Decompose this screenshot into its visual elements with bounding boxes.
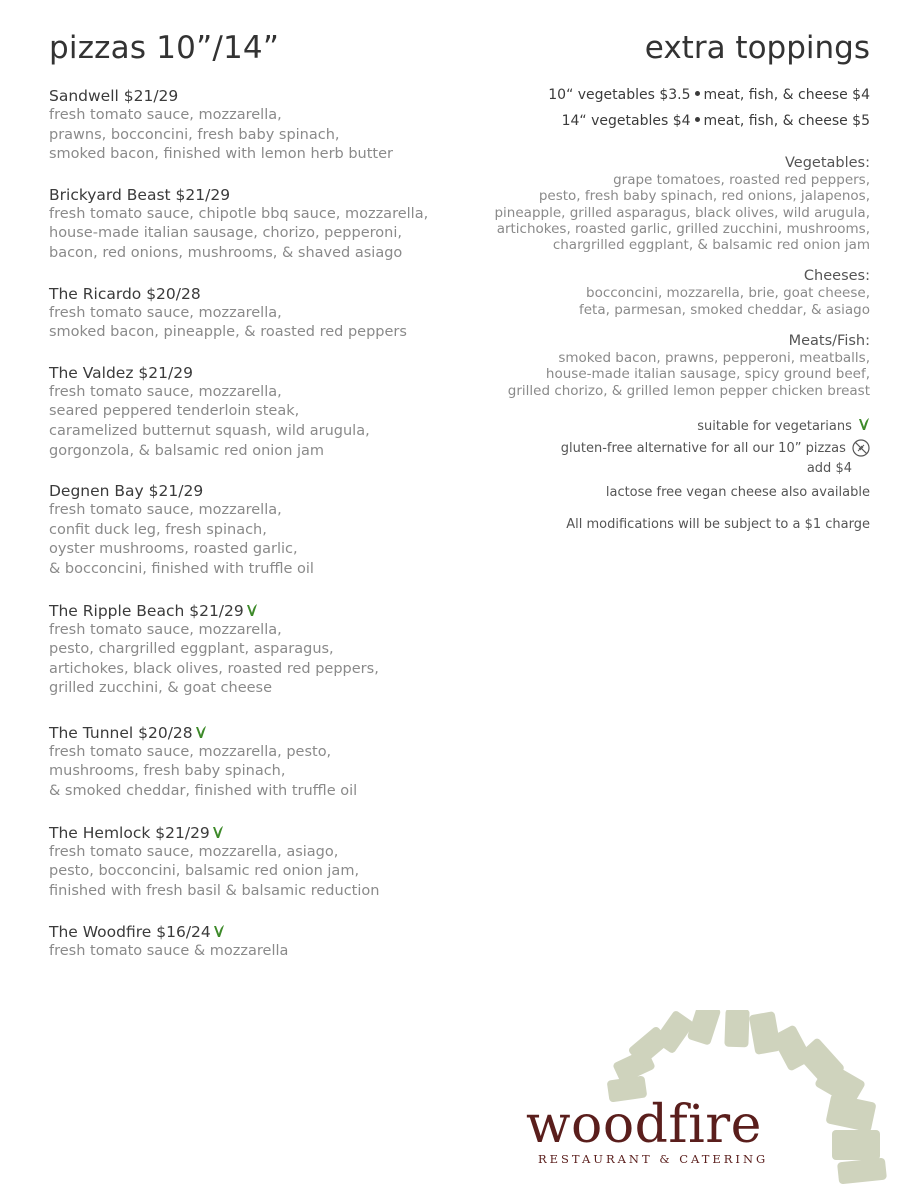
cheeses-list: bocconcini, mozzarella, brie, goat cheese, feta, parmesan, smoked cheddar, & asiago <box>578 285 870 318</box>
note-lactose: lactose free vegan cheese also available <box>605 484 870 500</box>
pizza-name <box>49 823 479 843</box>
pizza-description-line: smoked bacon, pineapple, & roasted red peppers <box>49 324 407 341</box>
pizza-description-line: smoked bacon, finished with lemon herb butter <box>49 146 393 163</box>
pizza-name <box>49 185 479 205</box>
notes <box>450 415 870 537</box>
vegetables-title: Vegetables: <box>784 155 870 171</box>
pizza-description-line: pesto, chargrilled eggplant, asparagus, <box>49 641 334 658</box>
pizza-name-text: Brickyard Beast $21/29 <box>49 185 231 204</box>
extra-toppings-section <box>450 30 870 537</box>
pizza-description-line: bacon, red onions, mushrooms, & shaved asiago <box>49 244 403 261</box>
note-modifications: All modifications will be subject to a $1 charge <box>566 516 870 532</box>
pizza-name-text: Sandwell $21/29 <box>49 87 179 105</box>
pizza-name <box>49 481 479 501</box>
meats-group <box>450 332 870 399</box>
pizza-item <box>49 481 479 579</box>
price-10-vegetables: 10“ vegetables $3.5 <box>548 87 691 103</box>
pizza-item <box>49 284 479 343</box>
pizza-description-line: finished with fresh basil & balsamic reduction <box>49 882 380 899</box>
logo-wordmark: woodfire <box>526 1095 762 1155</box>
pizza-description-line: fresh tomato sauce, mozzarella, <box>49 383 282 400</box>
pizza-item <box>49 723 479 802</box>
vegetarian-leaf-icon <box>246 603 258 617</box>
pizza-description-line: fresh tomato sauce, mozzarella, <box>49 107 282 123</box>
vegetables-list: grape tomatoes, roasted red peppers, pesto, fresh baby spinach, red onions, jalapenos, pineapple, grilled asparagus, black olives, wild arugula, artichokes, roasted garlic, grilled zucchini, mushrooms, chargrilled eggplant, & balsamic red onion jam <box>494 172 870 254</box>
pizza-item <box>49 601 479 699</box>
pizza-name-text: The Valdez $21/29 <box>49 363 193 382</box>
pizza-description-line: & bocconcini, finished with truffle oil <box>49 560 314 577</box>
price-10-meat: meat, fish, & cheese $4 <box>703 87 870 103</box>
pizza-description-line: fresh tomato sauce, mozzarella, <box>49 304 282 321</box>
bullet-icon <box>695 91 700 96</box>
pizza-list <box>49 86 479 962</box>
pizza-name-text: The Hemlock $21/29 <box>49 823 210 842</box>
pizza-name <box>49 723 479 743</box>
pizza-description-line: artichokes, black olives, roasted red peppers, <box>49 660 379 677</box>
pizza-description-line: fresh tomato sauce, mozzarella, asiago, <box>49 843 339 860</box>
pizza-description-line: mushrooms, fresh baby spinach, <box>49 763 286 780</box>
pizza-description-line: confit duck leg, fresh spinach, <box>49 521 267 538</box>
pizza-name <box>49 284 479 304</box>
vegetarian-leaf-icon <box>195 725 207 739</box>
bullet-icon <box>695 117 700 122</box>
pizza-description-line: gorgonzola, & balsamic red onion jam <box>49 442 325 459</box>
pizza-name-text: The Woodfire $16/24 <box>49 923 211 942</box>
price-14-meat: meat, fish, & cheese $5 <box>703 113 870 129</box>
pizza-description-line: seared peppered tenderloin steak, <box>49 403 300 420</box>
pizza-description-line: fresh tomato sauce, mozzarella, pesto, <box>49 743 332 760</box>
pizza-name-text: The Ricardo $20/28 <box>49 284 201 303</box>
pizza-name-text: Degnen Bay $21/29 <box>49 482 204 501</box>
pizza-description-line: fresh tomato sauce & mozzarella <box>49 943 289 960</box>
pizza-description-line: fresh tomato sauce, mozzarella, <box>49 621 282 638</box>
pizzas-title: pizzas 10”/14” <box>49 30 280 66</box>
price-line-14 <box>450 108 870 134</box>
note-gluten-text: gluten-free alternative for all our 10” pizzas <box>560 440 846 456</box>
extra-toppings-title: extra toppings <box>644 30 870 66</box>
woodfire-logo <box>520 1010 900 1185</box>
meats-list: smoked bacon, prawns, pepperoni, meatballs, house-made italian sausage, spicy ground beef, grilled chorizo, & grilled lemon pepper chicken breast <box>507 350 870 399</box>
note-gluten-add: add $4 <box>806 460 852 476</box>
note-gluten-free <box>450 439 870 459</box>
pizza-name-text: The Ripple Beach $21/29 <box>49 601 244 620</box>
pizza-description-line: fresh tomato sauce, chipotle bbq sauce, mozzarella, <box>49 205 429 222</box>
pizza-description-line: caramelized butternut squash, wild arugula, <box>49 422 370 439</box>
pizza-item <box>49 185 479 264</box>
pizza-name <box>49 922 479 942</box>
cheeses-group <box>450 267 870 318</box>
pizzas-section <box>49 30 479 962</box>
vegetarian-leaf-icon <box>212 825 224 839</box>
note-vegetarian-text: suitable for vegetarians <box>697 418 852 434</box>
vegetarian-leaf-icon <box>213 924 225 938</box>
pizza-description-line: grilled zucchini, & goat cheese <box>49 680 273 697</box>
pizza-description-line: prawns, bocconcini, fresh baby spinach, <box>49 126 340 143</box>
meats-title: Meats/Fish: <box>788 333 870 350</box>
pizza-item <box>49 86 479 165</box>
gluten-free-icon <box>852 439 870 457</box>
pizza-name-text: The Tunnel $20/28 <box>49 723 193 742</box>
price-line-10 <box>450 82 870 108</box>
pizza-description-line: house-made italian sausage, chorizo, pepperoni, <box>49 225 402 242</box>
pizza-description-line: pesto, bocconcini, balsamic red onion jam, <box>49 863 360 880</box>
pizza-description-line: & smoked cheddar, finished with truffle oil <box>49 783 358 800</box>
pizza-description-line: oyster mushrooms, roasted garlic, <box>49 541 298 558</box>
vegetables-group <box>450 154 870 253</box>
price-14-vegetables: 14“ vegetables $4 <box>561 113 691 129</box>
pizza-name <box>49 363 479 383</box>
cheeses-title: Cheeses: <box>803 268 870 285</box>
pizza-item <box>49 823 479 902</box>
vegetarian-leaf-icon <box>858 417 870 431</box>
note-vegetarian <box>450 415 870 439</box>
pizza-name <box>49 601 479 621</box>
logo-tagline: RESTAURANT & CATERING <box>538 1152 769 1166</box>
pizza-description-line: fresh tomato sauce, mozzarella, <box>49 502 282 519</box>
pizza-name <box>49 86 479 106</box>
pizza-item <box>49 922 479 962</box>
pizza-item <box>49 363 479 461</box>
